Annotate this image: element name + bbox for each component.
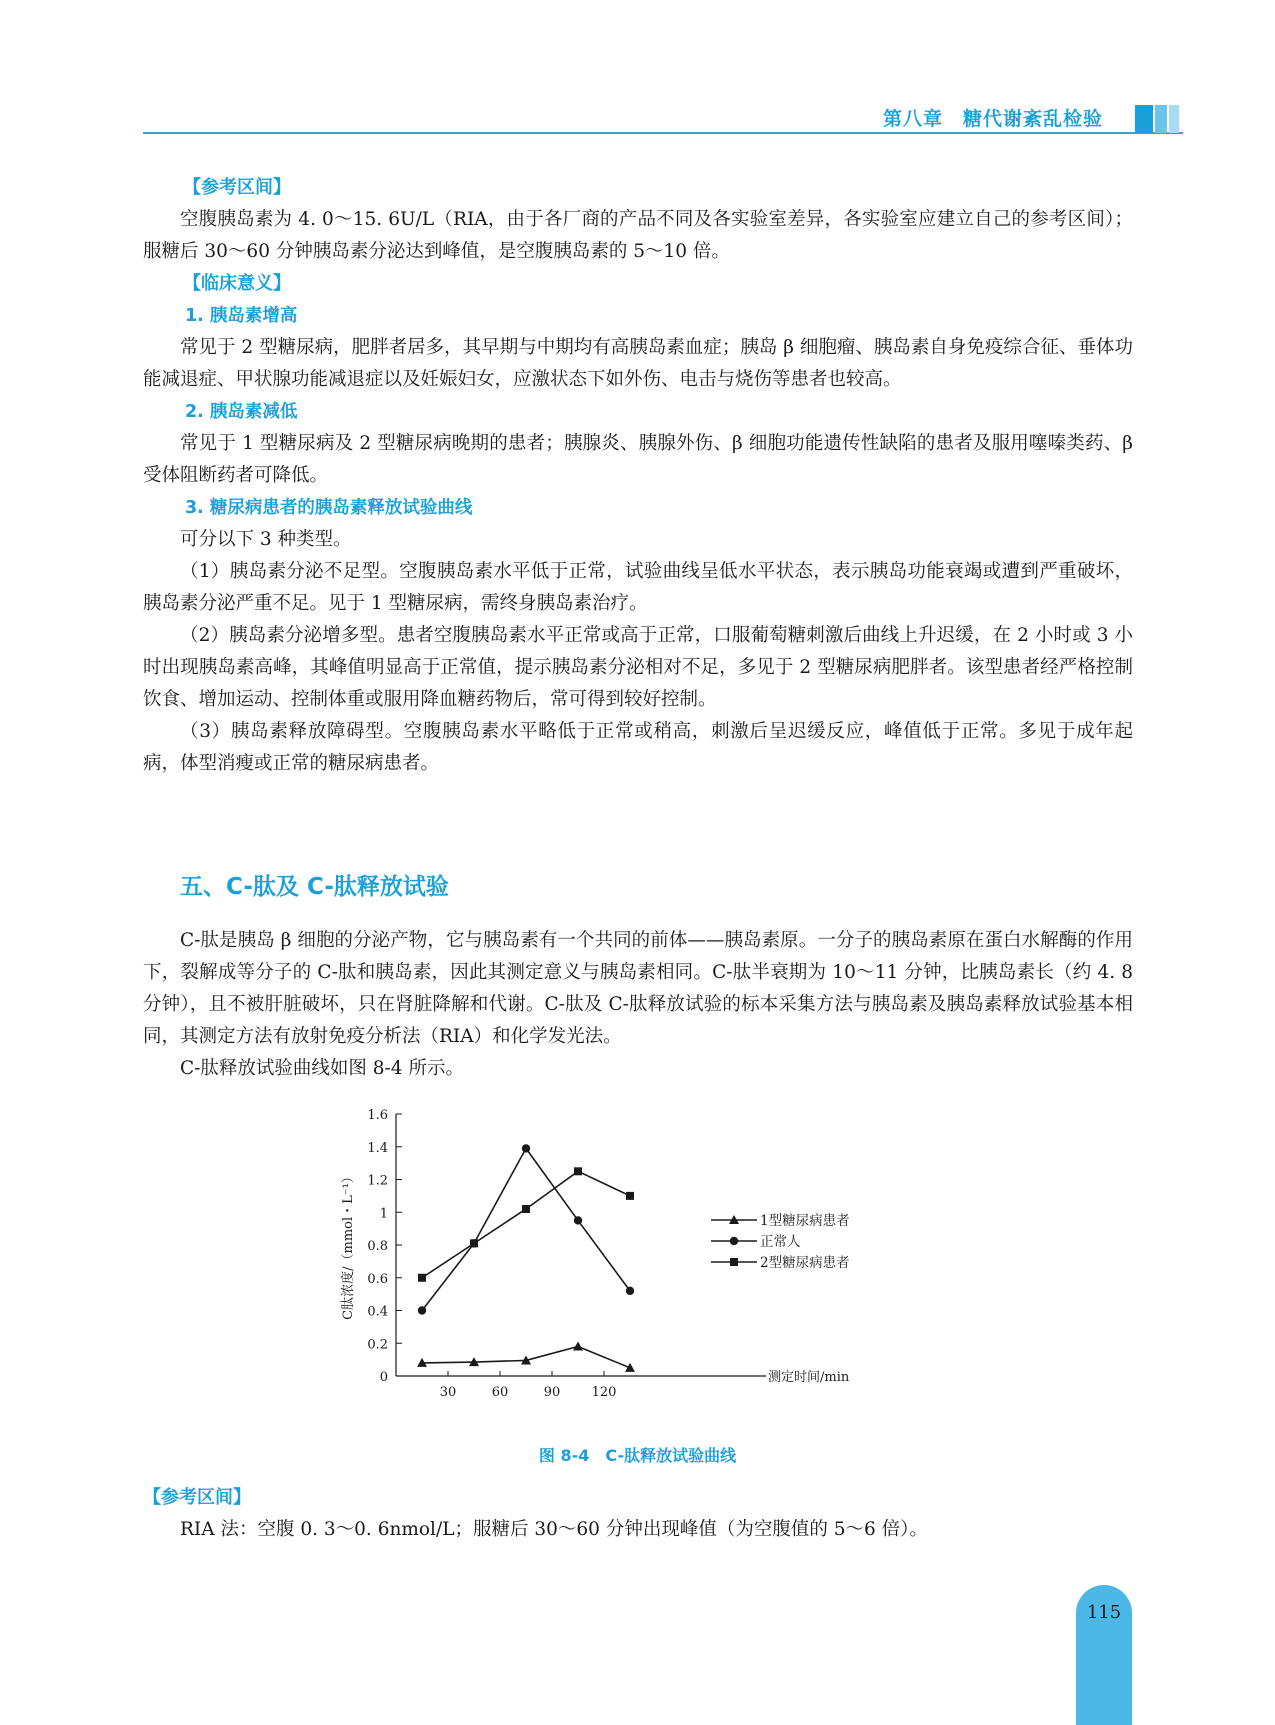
legend-label-type1: 1型糖尿病患者 <box>760 1213 850 1229</box>
data-point-type2 <box>626 1192 634 1200</box>
curve-type-1: （1）胰岛素分泌不足型。空腹胰岛素水平低于正常，试验曲线呈低水平状态，表示胰岛功能衰竭或遭到严重破坏，胰岛素分泌严重不足。见于 1 型糖尿病，需终身胰岛素治疗。 <box>143 561 1133 614</box>
running-header <box>143 92 1183 132</box>
decrease-text: 常见于 1 型糖尿病及 2 型糖尿病晚期的患者；胰腺炎、胰腺外伤、β 细胞功能遗传性缺陷的患者及服用噻嗪类药、β 受体阻断药者可降低。 <box>143 433 1133 486</box>
data-point-type2 <box>418 1274 426 1282</box>
increase-text: 常见于 2 型糖尿病，肥胖者居多，其早期与中期均有高胰岛素血症；胰岛 β 细胞瘤、胰岛素自身免疫综合征、垂体功能减退症、甲状腺功能减退症以及妊娠妇女，应激状态下如外伤、电击与烧伤等患者也较高。 <box>143 337 1133 390</box>
ref-heading: 【参考区间】 <box>183 177 291 198</box>
series-line-normal <box>422 1148 630 1310</box>
header-bar-2 <box>1155 105 1167 133</box>
data-point-normal <box>418 1306 426 1314</box>
subheading-decrease: 2. 胰岛素减低 <box>185 402 298 422</box>
figure-reference: C-肽释放试验曲线如图 8-4 所示。 <box>180 1058 464 1079</box>
cpeptide-text: C-肽是胰岛 β 细胞的分泌产物，它与胰岛素有一个共同的前体——胰岛素原。一分子的胰岛素原在蛋白水解酶的作用下，裂解成等分子的 C-肽和胰岛素，因此其测定意义与胰岛素相同。C-肽半衰期为 10～11 分钟，比胰岛素长（约 4. 8 分钟），且不被肝脏破坏，只在肾脏降解和代谢。C-肽及 C-肽释放试验的标本采集方法与胰岛素及胰岛素释放试验基本相同，其测定方法有放射免疫分析法（RIA）和化学发光法。 <box>143 930 1133 1047</box>
insulin-section <box>143 172 1133 780</box>
subheading-curves: 3. 糖尿病患者的胰岛素释放试验曲线 <box>185 498 473 518</box>
section-title: 五、C-肽及 C-肽释放试验 <box>180 874 449 900</box>
curve-type-2: （2）胰岛素分泌增多型。患者空腹胰岛素水平正常或高于正常，口服葡萄糖刺激后曲线上升迟缓，在 2 小时或 3 小时出现胰岛素高峰，其峰值明显高于正常值，提示胰岛素分泌相对不足，多见于 2 型糖尿病肥胖者。该型患者经严格控制饮食、增加运动、控制体重或服用降血糖药物后，常可得到较好控制。 <box>143 625 1133 710</box>
header-rule <box>143 132 1183 134</box>
ref-text: 空腹胰岛素为 4. 0～15. 6U/L（RIA，由于各厂商的产品不同及各实验室差异，各实验室应建立自己的参考区间）；服糖后 30～60 分钟胰岛素分泌达到峰值，是空腹胰岛素的 5～10 倍。 <box>143 209 1133 262</box>
header-bar-1 <box>1135 105 1153 133</box>
curves-intro: 可分以下 3 种类型。 <box>180 529 352 550</box>
data-point-normal <box>574 1216 582 1224</box>
x-tick-label: 120 <box>591 1385 617 1400</box>
legend-marker-type2 <box>730 1258 738 1266</box>
y-tick-label: 0.4 <box>367 1304 388 1320</box>
cpeptide-reference <box>143 1482 1133 1546</box>
header-bar-3 <box>1169 105 1179 133</box>
data-point-normal <box>522 1144 530 1152</box>
curve-type-3: （3）胰岛素释放障碍型。空腹胰岛素水平略低于正常或稍高，刺激后呈迟缓反应，峰值低于正常。多见于成年起病，体型消瘦或正常的糖尿病患者。 <box>143 721 1133 774</box>
y-tick-label: 1 <box>379 1206 388 1222</box>
data-point-type2 <box>470 1239 478 1247</box>
y-axis-label: C肽浓度/（mmol・L⁻¹） <box>341 1170 356 1320</box>
y-tick-label: 1.6 <box>367 1108 388 1123</box>
figure-caption: 图 8-4 C-肽释放试验曲线 <box>538 1446 737 1465</box>
legend-label-type2: 2型糖尿病患者 <box>760 1255 850 1271</box>
x-tick-label: 90 <box>543 1385 561 1400</box>
legend-marker-normal <box>730 1237 738 1245</box>
data-point-normal <box>626 1287 634 1295</box>
clinical-heading: 【临床意义】 <box>183 273 291 294</box>
y-tick-label: 0.2 <box>367 1337 388 1353</box>
cpeptide-ref-text: RIA 法：空腹 0. 3～0. 6nmol/L；服糖后 30～60 分钟出现峰值（为空腹值的 5～6 倍）。 <box>180 1519 928 1540</box>
cpeptide-section <box>143 925 1133 1085</box>
data-point-type1 <box>625 1363 635 1372</box>
cpeptide-ref-heading: 【参考区间】 <box>143 1487 251 1508</box>
x-tick-label: 60 <box>491 1385 509 1400</box>
y-tick-label: 0.8 <box>367 1239 388 1254</box>
y-tick-label: 0 <box>379 1370 388 1385</box>
cpeptide-chart <box>330 1098 950 1428</box>
x-axis-label: 测定时间/min <box>768 1370 850 1385</box>
figure-8-4 <box>330 1098 950 1432</box>
data-point-type2 <box>522 1205 530 1213</box>
x-tick-label: 30 <box>439 1385 457 1400</box>
y-tick-label: 0.6 <box>367 1271 388 1287</box>
series-line-type2 <box>422 1171 630 1277</box>
chapter-title: 第八章 糖代谢紊乱检验 <box>882 108 1103 130</box>
data-point-type2 <box>574 1167 582 1175</box>
y-tick-label: 1.2 <box>367 1173 388 1189</box>
y-tick-label: 1.4 <box>367 1140 388 1156</box>
data-point-type1 <box>573 1342 583 1351</box>
legend-label-normal: 正常人 <box>760 1234 801 1250</box>
page-number: 115 <box>1086 1602 1122 1623</box>
subheading-increase: 1. 胰岛素增高 <box>185 306 298 326</box>
